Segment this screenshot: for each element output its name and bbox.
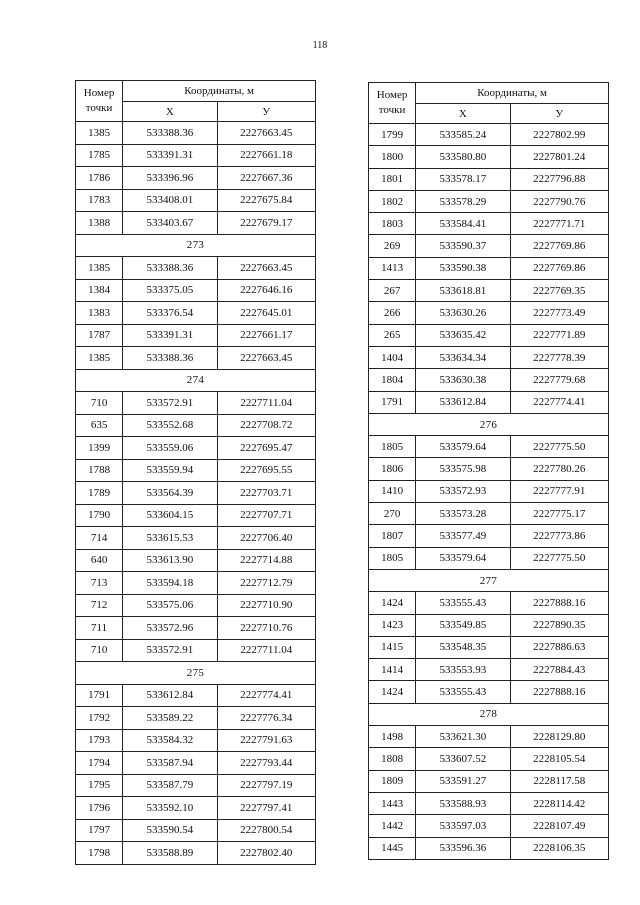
y-coordinate-cell: 2227773.49 — [510, 302, 608, 324]
y-coordinate-cell: 2227663.45 — [217, 257, 315, 280]
y-coordinate-cell: 2227775.50 — [510, 547, 608, 569]
table-row — [76, 617, 316, 640]
table-row — [76, 684, 316, 707]
table-row — [369, 257, 609, 279]
x-coordinate-cell: 533391.31 — [123, 144, 217, 167]
y-coordinate-cell: 2228117.58 — [510, 770, 608, 792]
x-coordinate-cell: 533575.06 — [123, 594, 217, 617]
point-number-cell: 714 — [76, 527, 123, 550]
table-row — [76, 324, 316, 347]
y-coordinate-cell: 2227771.71 — [510, 213, 608, 235]
x-coordinate-cell: 533587.79 — [123, 774, 217, 797]
point-number-cell: 1797 — [76, 819, 123, 842]
section-row — [369, 413, 609, 435]
x-coordinate-cell: 533635.42 — [416, 324, 510, 346]
x-coordinate-cell: 533590.54 — [123, 819, 217, 842]
y-coordinate-cell: 2227661.18 — [217, 144, 315, 167]
point-number-cell: 711 — [76, 617, 123, 640]
point-number-cell: 1794 — [76, 752, 123, 775]
point-number-cell: 1388 — [76, 212, 123, 235]
point-number-cell: 1383 — [76, 302, 123, 325]
table-row — [369, 369, 609, 391]
table-row — [76, 797, 316, 820]
table-row — [369, 792, 609, 814]
section-label: 273 — [76, 234, 316, 257]
table-row — [369, 636, 609, 658]
point-number-cell: 267 — [369, 280, 416, 302]
point-number-cell: 635 — [76, 414, 123, 437]
table-row — [76, 144, 316, 167]
x-coordinate-cell: 533578.17 — [416, 168, 510, 190]
x-coordinate-cell: 533588.93 — [416, 792, 510, 814]
table-row — [76, 122, 316, 145]
y-coordinate-cell: 2227775.17 — [510, 503, 608, 525]
x-coordinate-cell: 533612.84 — [123, 684, 217, 707]
coordinates-header: Координаты, м — [123, 81, 316, 102]
section-row — [76, 662, 316, 685]
x-coordinate-cell: 533403.67 — [123, 212, 217, 235]
y-coordinate-cell: 2227769.35 — [510, 280, 608, 302]
table-row — [76, 167, 316, 190]
x-coordinate-cell: 533615.53 — [123, 527, 217, 550]
table-row — [369, 837, 609, 859]
table-row — [369, 436, 609, 458]
y-coordinate-cell: 2227661.17 — [217, 324, 315, 347]
point-number-cell: 265 — [369, 324, 416, 346]
point-number-cell: 1443 — [369, 792, 416, 814]
y-coordinate-cell: 2227888.16 — [510, 592, 608, 614]
y-coordinate-cell: 2227780.26 — [510, 458, 608, 480]
table-row — [369, 190, 609, 212]
point-number-cell: 1385 — [76, 257, 123, 280]
y-coordinate-cell: 2227797.19 — [217, 774, 315, 797]
table-row — [76, 527, 316, 550]
point-number-cell: 1807 — [369, 525, 416, 547]
y-coordinate-cell: 2227776.34 — [217, 707, 315, 730]
table-row — [76, 639, 316, 662]
y-coordinate-cell: 2228129.80 — [510, 726, 608, 748]
point-number-cell: 1415 — [369, 636, 416, 658]
x-coordinate-cell: 533597.03 — [416, 815, 510, 837]
x-coordinate-cell: 533388.36 — [123, 257, 217, 280]
x-coordinate-cell: 533573.28 — [416, 503, 510, 525]
x-coordinate-cell: 533572.91 — [123, 639, 217, 662]
table-row — [369, 391, 609, 413]
y-coordinate-cell: 2227801.24 — [510, 146, 608, 168]
table-row — [76, 189, 316, 212]
y-coordinate-cell: 2227778.39 — [510, 346, 608, 368]
y-coordinate-cell: 2227645.01 — [217, 302, 315, 325]
x-coordinate-cell: 533559.94 — [123, 459, 217, 482]
x-coordinate-cell: 533590.38 — [416, 257, 510, 279]
x-coordinate-cell: 533388.36 — [123, 347, 217, 370]
table-row — [369, 458, 609, 480]
x-coordinate-cell: 533618.81 — [416, 280, 510, 302]
y-coordinate-cell: 2228105.54 — [510, 748, 608, 770]
y-coordinate-cell: 2227710.90 — [217, 594, 315, 617]
table-body-right — [369, 124, 609, 860]
section-row — [369, 703, 609, 725]
x-coordinate-cell: 533408.01 — [123, 189, 217, 212]
table-row — [76, 392, 316, 415]
y-coordinate-cell: 2227707.71 — [217, 504, 315, 527]
point-number-cell: 1424 — [369, 592, 416, 614]
y-coordinate-cell: 2227703.71 — [217, 482, 315, 505]
table-row — [76, 459, 316, 482]
section-label: 275 — [76, 662, 316, 685]
table-row — [76, 819, 316, 842]
x-coordinate-cell: 533391.31 — [123, 324, 217, 347]
y-coordinate-cell: 2227777.91 — [510, 480, 608, 502]
y-coordinate-cell: 2227774.41 — [217, 684, 315, 707]
y-coordinate-cell: 2227802.40 — [217, 842, 315, 865]
x-coordinate-cell: 533579.64 — [416, 547, 510, 569]
x-coordinate-cell: 533578.29 — [416, 190, 510, 212]
x-coordinate-cell: 533396.96 — [123, 167, 217, 190]
point-number-cell: 1788 — [76, 459, 123, 482]
y-coordinate-cell: 2227695.55 — [217, 459, 315, 482]
y-coordinate-cell: 2227711.04 — [217, 639, 315, 662]
table-row — [369, 815, 609, 837]
point-number-cell: 710 — [76, 639, 123, 662]
y-coordinate-cell: 2227796.88 — [510, 168, 608, 190]
y-coordinate-cell: 2227779.68 — [510, 369, 608, 391]
y-coordinate-cell: 2227886.63 — [510, 636, 608, 658]
x-coordinate-cell: 533634.34 — [416, 346, 510, 368]
x-coordinate-cell: 533577.49 — [416, 525, 510, 547]
y-coordinate-cell: 2227667.36 — [217, 167, 315, 190]
point-number-cell: 1413 — [369, 257, 416, 279]
y-coordinate-cell: 2227774.41 — [510, 391, 608, 413]
table-row — [369, 726, 609, 748]
x-coordinate-cell: 533555.43 — [416, 681, 510, 703]
table-row — [369, 503, 609, 525]
point-number-cell: 1424 — [369, 681, 416, 703]
y-coordinate-cell: 2227710.76 — [217, 617, 315, 640]
point-number-cell: 712 — [76, 594, 123, 617]
y-coordinate-cell: 2227890.35 — [510, 614, 608, 636]
x-header: X — [123, 102, 217, 122]
point-number-cell: 1805 — [369, 547, 416, 569]
y-coordinate-cell: 2228107.49 — [510, 815, 608, 837]
point-number-cell: 1414 — [369, 659, 416, 681]
y-coordinate-cell: 2227663.45 — [217, 122, 315, 145]
table-row — [76, 347, 316, 370]
point-number-cell: 1442 — [369, 815, 416, 837]
y-coordinate-cell: 2227695.47 — [217, 437, 315, 460]
table-row — [369, 547, 609, 569]
table-row — [369, 302, 609, 324]
point-number-cell: 1385 — [76, 122, 123, 145]
point-number-cell: 1803 — [369, 213, 416, 235]
point-number-cell: 640 — [76, 549, 123, 572]
section-label: 274 — [76, 369, 316, 392]
point-number-cell: 1802 — [369, 190, 416, 212]
table-row — [369, 681, 609, 703]
table-row — [76, 774, 316, 797]
x-coordinate-cell: 533564.39 — [123, 482, 217, 505]
point-number-cell: 1385 — [76, 347, 123, 370]
point-number-cell: 710 — [76, 392, 123, 415]
table-row — [76, 572, 316, 595]
table-row — [369, 770, 609, 792]
table-row — [76, 414, 316, 437]
x-coordinate-cell: 533590.37 — [416, 235, 510, 257]
x-coordinate-cell: 533596.36 — [416, 837, 510, 859]
x-header: X — [416, 104, 510, 124]
y-coordinate-cell: 2227888.16 — [510, 681, 608, 703]
y-coordinate-cell: 2227802.99 — [510, 124, 608, 146]
y-coordinate-cell: 2227775.50 — [510, 436, 608, 458]
section-label: 278 — [369, 703, 609, 725]
point-number-cell: 1404 — [369, 346, 416, 368]
table-row — [369, 124, 609, 146]
x-coordinate-cell: 533552.68 — [123, 414, 217, 437]
table-row — [369, 324, 609, 346]
page-number: 118 — [312, 40, 328, 51]
x-coordinate-cell: 533612.84 — [416, 391, 510, 413]
y-coordinate-cell: 2227708.72 — [217, 414, 315, 437]
y-coordinate-cell: 2227711.04 — [217, 392, 315, 415]
table-row — [76, 729, 316, 752]
table-row — [76, 257, 316, 280]
x-coordinate-cell: 533575.98 — [416, 458, 510, 480]
point-number-cell: 1791 — [369, 391, 416, 413]
x-coordinate-cell: 533584.32 — [123, 729, 217, 752]
point-number-cell: 1793 — [76, 729, 123, 752]
point-number-cell: 1809 — [369, 770, 416, 792]
point-number-cell: 1801 — [369, 168, 416, 190]
point-number-cell: 713 — [76, 572, 123, 595]
point-number-cell: 1410 — [369, 480, 416, 502]
table-row — [369, 480, 609, 502]
section-label: 277 — [369, 569, 609, 591]
table-body-left — [76, 122, 316, 865]
point-number-cell: 1804 — [369, 369, 416, 391]
table-row — [369, 614, 609, 636]
point-number-cell: 1799 — [369, 124, 416, 146]
x-coordinate-cell: 533579.64 — [416, 436, 510, 458]
x-coordinate-cell: 533621.30 — [416, 726, 510, 748]
y-coordinate-cell: 2227800.54 — [217, 819, 315, 842]
table-row — [76, 842, 316, 865]
point-number-cell: 1798 — [76, 842, 123, 865]
point-number-cell: 1498 — [369, 726, 416, 748]
point-number-cell: 1808 — [369, 748, 416, 770]
x-coordinate-cell: 533580.80 — [416, 146, 510, 168]
table-row — [369, 235, 609, 257]
table-row — [369, 659, 609, 681]
x-coordinate-cell: 533559.06 — [123, 437, 217, 460]
point-number-cell: 1790 — [76, 504, 123, 527]
y-coordinate-cell: 2227714.88 — [217, 549, 315, 572]
y-coordinate-cell: 2227675.84 — [217, 189, 315, 212]
point-number-cell: 1792 — [76, 707, 123, 730]
point-number-cell: 1384 — [76, 279, 123, 302]
point-number-cell: 1805 — [369, 436, 416, 458]
table-row — [369, 748, 609, 770]
table-row — [76, 482, 316, 505]
y-coordinate-cell: 2227884.43 — [510, 659, 608, 681]
y-header: У — [217, 102, 315, 122]
x-coordinate-cell: 533548.35 — [416, 636, 510, 658]
y-coordinate-cell: 2227679.17 — [217, 212, 315, 235]
x-coordinate-cell: 533572.96 — [123, 617, 217, 640]
table-row — [369, 346, 609, 368]
x-coordinate-cell: 533553.93 — [416, 659, 510, 681]
y-coordinate-cell: 2227769.86 — [510, 235, 608, 257]
y-coordinate-cell: 2227646.16 — [217, 279, 315, 302]
y-coordinate-cell: 2227771.89 — [510, 324, 608, 346]
x-coordinate-cell: 533587.94 — [123, 752, 217, 775]
y-coordinate-cell: 2227706.40 — [217, 527, 315, 550]
x-coordinate-cell: 533375.05 — [123, 279, 217, 302]
x-coordinate-cell: 533585.24 — [416, 124, 510, 146]
table-row — [369, 592, 609, 614]
x-coordinate-cell: 533613.90 — [123, 549, 217, 572]
coordinates-table-right — [368, 82, 609, 860]
point-number-cell: 270 — [369, 503, 416, 525]
y-coordinate-cell: 2227790.76 — [510, 190, 608, 212]
table-row — [76, 594, 316, 617]
point-number-cell: 1785 — [76, 144, 123, 167]
table-row — [369, 146, 609, 168]
point-number-cell: 1423 — [369, 614, 416, 636]
point-number-header: Номер точки — [369, 83, 416, 124]
table-row — [76, 302, 316, 325]
table-row — [369, 213, 609, 235]
y-coordinate-cell: 2227663.45 — [217, 347, 315, 370]
x-coordinate-cell: 533555.43 — [416, 592, 510, 614]
point-number-cell: 1786 — [76, 167, 123, 190]
point-number-cell: 1789 — [76, 482, 123, 505]
x-coordinate-cell: 533549.85 — [416, 614, 510, 636]
table-row — [76, 707, 316, 730]
x-coordinate-cell: 533584.41 — [416, 213, 510, 235]
section-label: 276 — [369, 413, 609, 435]
section-row — [76, 234, 316, 257]
x-coordinate-cell: 533376.54 — [123, 302, 217, 325]
table-row — [76, 752, 316, 775]
x-coordinate-cell: 533604.15 — [123, 504, 217, 527]
point-number-cell: 1787 — [76, 324, 123, 347]
y-coordinate-cell: 2227791.63 — [217, 729, 315, 752]
x-coordinate-cell: 533607.52 — [416, 748, 510, 770]
x-coordinate-cell: 533591.27 — [416, 770, 510, 792]
point-number-cell: 1399 — [76, 437, 123, 460]
point-number-header: Номер точки — [76, 81, 123, 122]
y-coordinate-cell: 2227797.41 — [217, 797, 315, 820]
x-coordinate-cell: 533572.93 — [416, 480, 510, 502]
y-coordinate-cell: 2228114.42 — [510, 792, 608, 814]
section-row — [369, 569, 609, 591]
table-row — [369, 168, 609, 190]
point-number-cell: 1445 — [369, 837, 416, 859]
y-header: У — [510, 104, 608, 124]
y-coordinate-cell: 2227773.86 — [510, 525, 608, 547]
point-number-cell: 1806 — [369, 458, 416, 480]
coordinates-table-left — [75, 80, 316, 865]
table-row — [76, 437, 316, 460]
point-number-cell: 1791 — [76, 684, 123, 707]
table-row — [76, 504, 316, 527]
y-coordinate-cell: 2227769.86 — [510, 257, 608, 279]
y-coordinate-cell: 2227712.79 — [217, 572, 315, 595]
table-row — [369, 525, 609, 547]
x-coordinate-cell: 533388.36 — [123, 122, 217, 145]
table-row — [76, 212, 316, 235]
point-number-cell: 1796 — [76, 797, 123, 820]
x-coordinate-cell: 533588.89 — [123, 842, 217, 865]
point-number-cell: 1783 — [76, 189, 123, 212]
y-coordinate-cell: 2228106.35 — [510, 837, 608, 859]
table-row — [369, 280, 609, 302]
x-coordinate-cell: 533572.91 — [123, 392, 217, 415]
point-number-cell: 1795 — [76, 774, 123, 797]
x-coordinate-cell: 533592.10 — [123, 797, 217, 820]
section-row — [76, 369, 316, 392]
table-row — [76, 279, 316, 302]
table-row — [76, 549, 316, 572]
x-coordinate-cell: 533589.22 — [123, 707, 217, 730]
coordinates-header: Координаты, м — [416, 83, 609, 104]
y-coordinate-cell: 2227793.44 — [217, 752, 315, 775]
x-coordinate-cell: 533630.38 — [416, 369, 510, 391]
point-number-cell: 269 — [369, 235, 416, 257]
x-coordinate-cell: 533594.18 — [123, 572, 217, 595]
x-coordinate-cell: 533630.26 — [416, 302, 510, 324]
point-number-cell: 266 — [369, 302, 416, 324]
point-number-cell: 1800 — [369, 146, 416, 168]
